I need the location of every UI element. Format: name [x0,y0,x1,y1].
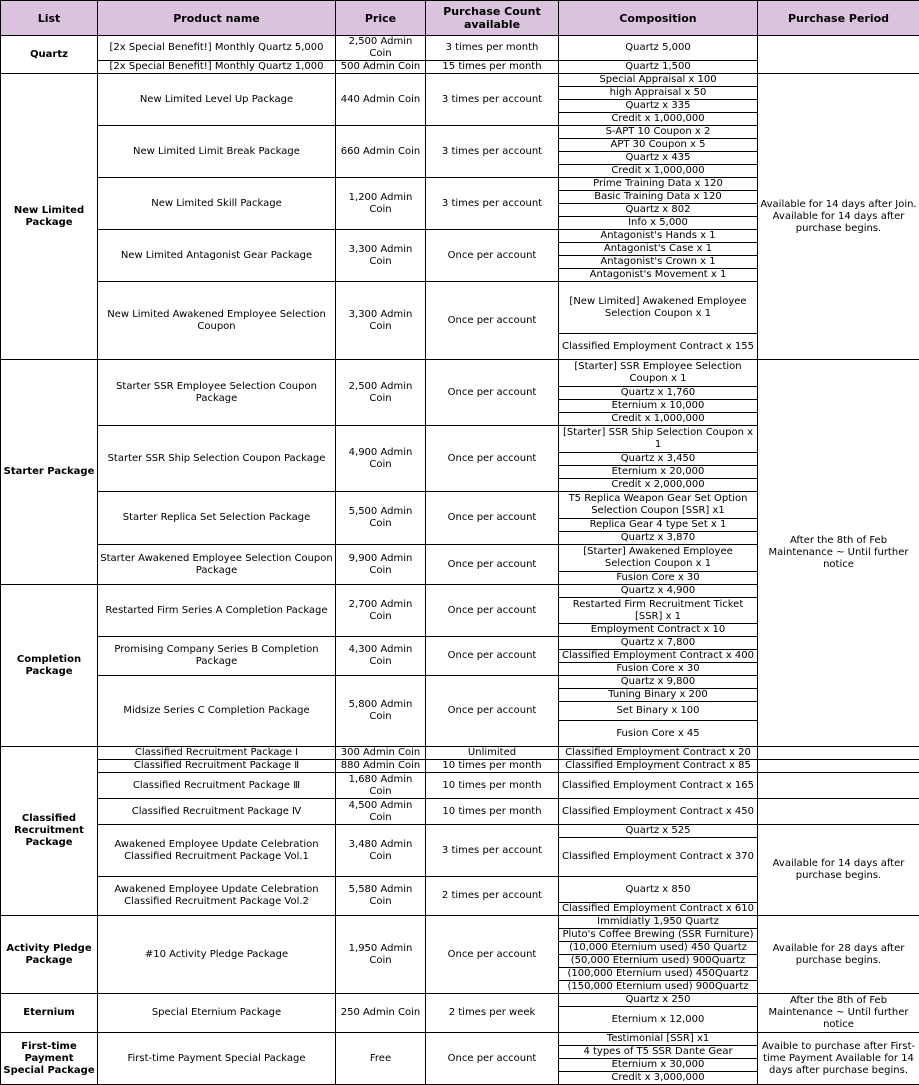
product-name: Classified Recruitment Package Ⅱ [98,760,336,773]
composition-item: Antagonist's Crown x 1 [559,256,758,269]
header-product-name: Product name [98,1,336,36]
category-eternium: Eternium [1,994,98,1033]
composition-item: [Starter] SSR Employee Selection Coupon x 1 [559,360,758,387]
product-count: Once per account [426,282,559,360]
product-name: Classified Recruitment Package Ⅰ [98,747,336,760]
composition-item: Classified Employment Contract x 20 [559,747,758,760]
table-row [1,994,919,1007]
composition-item: Credit x 1,000,000 [559,413,758,426]
composition-item: (50,000 Eternium used) 900Quartz [559,955,758,968]
composition-item: Replica Gear 4 type Set x 1 [559,519,758,532]
product-price: 5,500 Admin Coin [336,492,426,545]
product-count: Once per account [426,1033,559,1085]
product-price: 5,800 Admin Coin [336,676,426,747]
product-price: 2,500 Admin Coin [336,360,426,426]
composition-item: Eternium x 20,000 [559,466,758,479]
product-price: 660 Admin Coin [336,126,426,178]
product-price: 3,300 Admin Coin [336,230,426,282]
product-name: Starter SSR Ship Selection Coupon Package [98,426,336,492]
product-price: 250 Admin Coin [336,994,426,1033]
composition-item: Restarted Firm Recruitment Ticket [SSR] x 1 [559,598,758,624]
product-count: 2 times per week [426,994,559,1033]
period-empty [758,773,919,799]
product-price: 1,680 Admin Coin [336,773,426,799]
table-row [1,773,919,799]
product-price: 1,200 Admin Coin [336,178,426,230]
table-row [1,360,919,374]
composition-item: Classified Employment Contract x 610 [559,903,758,916]
composition-item: Immidiatly 1,950 Quartz [559,916,758,929]
composition-item: Quartz x 9,800 [559,676,758,689]
product-count: Unlimited [426,747,559,760]
composition-item: Quartz x 1,760 [559,387,758,400]
composition-item: (10,000 Eternium used) 450 Quartz [559,942,758,955]
composition-item: Classified Employment Contract x 155 [559,334,758,360]
product-name: Midsize Series C Completion Package [98,676,336,747]
composition-item: Tuning Binary x 200 [559,689,758,702]
composition-item: Quartz x 802 [559,204,758,217]
period-new-limited: Available for 14 days after Join. Available for 14 days after purchase begins. [758,74,919,360]
product-name: Special Eternium Package [98,994,336,1033]
composition-item: Basic Training Data x 120 [559,191,758,204]
period-empty [758,760,919,773]
period-activity: Available for 28 days after purchase begins. [758,916,919,994]
category-activity: Activity Pledge Package [1,916,98,994]
period-awakened: Available for 14 days after purchase begins. [758,825,919,916]
table-row [1,799,919,825]
header-price: Price [336,1,426,36]
product-name: Classified Recruitment Package Ⅲ [98,773,336,799]
product-price: 2,700 Admin Coin [336,585,426,637]
product-count: 3 times per account [426,178,559,230]
product-price: 9,900 Admin Coin [336,545,426,585]
product-name: [2x Special Benefit!] Monthly Quartz 1,000 [98,61,336,74]
composition-item: Credit x 1,000,000 [559,113,758,126]
product-count: Once per account [426,916,559,994]
product-price: 440 Admin Coin [336,74,426,126]
composition-item: Credit x 2,000,000 [559,479,758,492]
composition-item: Antagonist's Case x 1 [559,243,758,256]
composition-item: Pluto's Coffee Brewing (SSR Furniture) [559,929,758,942]
product-count: Once per account [426,492,559,545]
product-name: Awakened Employee Update Celebration Classified Recruitment Package Vol.2 [98,877,336,916]
product-name: Starter Replica Set Selection Package [98,492,336,545]
composition-item: Quartz x 335 [559,100,758,113]
composition-item: Antagonist's Movement x 1 [559,269,758,282]
product-count: Once per account [426,426,559,492]
composition-item: [Starter] SSR Ship Selection Coupon x 1 [559,426,758,453]
composition-item: Quartz x 435 [559,152,758,165]
header-composition: Composition [559,1,758,36]
composition-item: Set Binary x 100 [559,702,758,721]
product-name: New Limited Antagonist Gear Package [98,230,336,282]
composition-item: Antagonist's Hands x 1 [559,230,758,243]
product-count: 15 times per month [426,61,559,74]
composition-item: Quartz x 7,800 [559,637,758,650]
product-name: Starter SSR Employee Selection Coupon Package [98,360,336,426]
composition-item: Eternium x 10,000 [559,400,758,413]
product-price: 500 Admin Coin [336,61,426,74]
composition-item: Quartz x 850 [559,877,758,903]
product-count: 10 times per month [426,799,559,825]
product-count: Once per account [426,637,559,676]
table-row [1,916,919,929]
composition-item: Fusion Core x 30 [559,663,758,676]
product-price: 4,300 Admin Coin [336,637,426,676]
product-count: 10 times per month [426,773,559,799]
product-name: Restarted Firm Series A Completion Package [98,585,336,637]
category-completion: Completion Package [1,585,98,747]
table-row [1,74,919,87]
composition-item: [Starter] Awakened Employee Selection Coupon x 1 [559,545,758,572]
product-name: New Limited Skill Package [98,178,336,230]
product-count: Once per account [426,360,559,426]
header-list: List [1,1,98,36]
category-first-time: First-time Payment Special Package [1,1033,98,1085]
period-empty [758,799,919,825]
composition-item: Classified Employment Contract x 370 [559,838,758,877]
composition-item: [New Limited] Awakened Employee Selection Coupon x 1 [559,282,758,334]
period-empty [758,36,919,74]
product-count: Once per account [426,545,559,585]
table-row [1,1033,919,1046]
period-first-time: Avaible to purchase after First-time Payment Available for 14 days after purchase begins. [758,1033,919,1085]
product-name: [2x Special Benefit!] Monthly Quartz 5,000 [98,36,336,61]
product-count: Once per account [426,585,559,637]
product-price: Free [336,1033,426,1085]
product-price: 4,500 Admin Coin [336,799,426,825]
product-name: Starter Awakened Employee Selection Coupon Package [98,545,336,585]
product-count: 10 times per month [426,760,559,773]
product-price: 880 Admin Coin [336,760,426,773]
composition-item: Prime Training Data x 120 [559,178,758,191]
composition-item: Fusion Core x 45 [559,721,758,747]
product-count: 2 times per account [426,877,559,916]
composition-item: Quartz 5,000 [559,36,758,61]
product-count: 3 times per account [426,74,559,126]
product-price: 3,480 Admin Coin [336,825,426,877]
product-price: 2,500 Admin Coin [336,36,426,61]
composition-item: (100,000 Eternium used) 450Quartz [559,968,758,981]
product-name: First-time Payment Special Package [98,1033,336,1085]
composition-item: Quartz x 250 [559,994,758,1007]
composition-item: Quartz x 525 [559,825,758,838]
composition-item: Classified Employment Contract x 450 [559,799,758,825]
category-classified: Classified Recruitment Package [1,747,98,916]
product-price: 5,580 Admin Coin [336,877,426,916]
product-name: New Limited Limit Break Package [98,126,336,178]
period-feb: After the 8th of Feb Maintenance ~ Until further notice [758,360,919,747]
header-purchase-count: Purchase Count available [426,1,559,36]
composition-item: (150,000 Eternium used) 900Quartz [559,981,758,994]
product-name: New Limited Awakened Employee Selection Coupon [98,282,336,360]
category-starter: Starter Package [1,360,98,585]
product-name: New Limited Level Up Package [98,74,336,126]
product-name: Promising Company Series B Completion Package [98,637,336,676]
category-quartz: Quartz [1,36,98,74]
table-row [1,747,919,760]
product-name: #10 Activity Pledge Package [98,916,336,994]
product-name: Classified Recruitment Package Ⅳ [98,799,336,825]
composition-item: Info x 5,000 [559,217,758,230]
composition-item: S-APT 10 Coupon x 2 [559,126,758,139]
table-row [1,760,919,773]
composition-item: Quartz x 4,900 [559,585,758,598]
composition-item: high Appraisal x 50 [559,87,758,100]
composition-item: Classified Employment Contract x 85 [559,760,758,773]
category-new-limited: New Limited Package [1,74,98,360]
composition-item: T5 Replica Weapon Gear Set Option Selection Coupon [SSR] x1 [559,492,758,519]
period-empty [758,747,919,760]
composition-item: Special Appraisal x 100 [559,74,758,87]
composition-item: Classified Employment Contract x 165 [559,773,758,799]
composition-item: Quartz x 3,870 [559,532,758,545]
composition-item: Eternium x 12,000 [559,1007,758,1033]
product-count: Once per account [426,676,559,747]
product-price: 3,300 Admin Coin [336,282,426,360]
product-count: Once per account [426,230,559,282]
product-count: 3 times per month [426,36,559,61]
composition-item: Fusion Core x 30 [559,572,758,585]
composition-item: Eternium x 30,000 [559,1059,758,1072]
product-price: 4,900 Admin Coin [336,426,426,492]
composition-item: APT 30 Coupon x 5 [559,139,758,152]
composition-item: Quartz x 3,450 [559,453,758,466]
header-purchase-period: Purchase Period [758,1,919,36]
composition-item: Credit x 1,000,000 [559,165,758,178]
composition-item: Quartz 1,500 [559,61,758,74]
product-price: 300 Admin Coin [336,747,426,760]
composition-item: Testimonial [SSR] x1 [559,1033,758,1046]
product-name: Awakened Employee Update Celebration Classified Recruitment Package Vol.1 [98,825,336,877]
composition-item: Classified Employment Contract x 400 [559,650,758,663]
product-count: 3 times per account [426,126,559,178]
product-price: 1,950 Admin Coin [336,916,426,994]
table-row [1,825,919,838]
composition-item: Credit x 3,000,000 [559,1072,758,1085]
table-row [1,36,919,61]
period-eternium: After the 8th of Feb Maintenance ~ Until further notice [758,994,919,1033]
composition-item: Employment Contract x 10 [559,624,758,637]
product-count: 3 times per account [426,825,559,877]
composition-item: 4 types of T5 SSR Dante Gear [559,1046,758,1059]
